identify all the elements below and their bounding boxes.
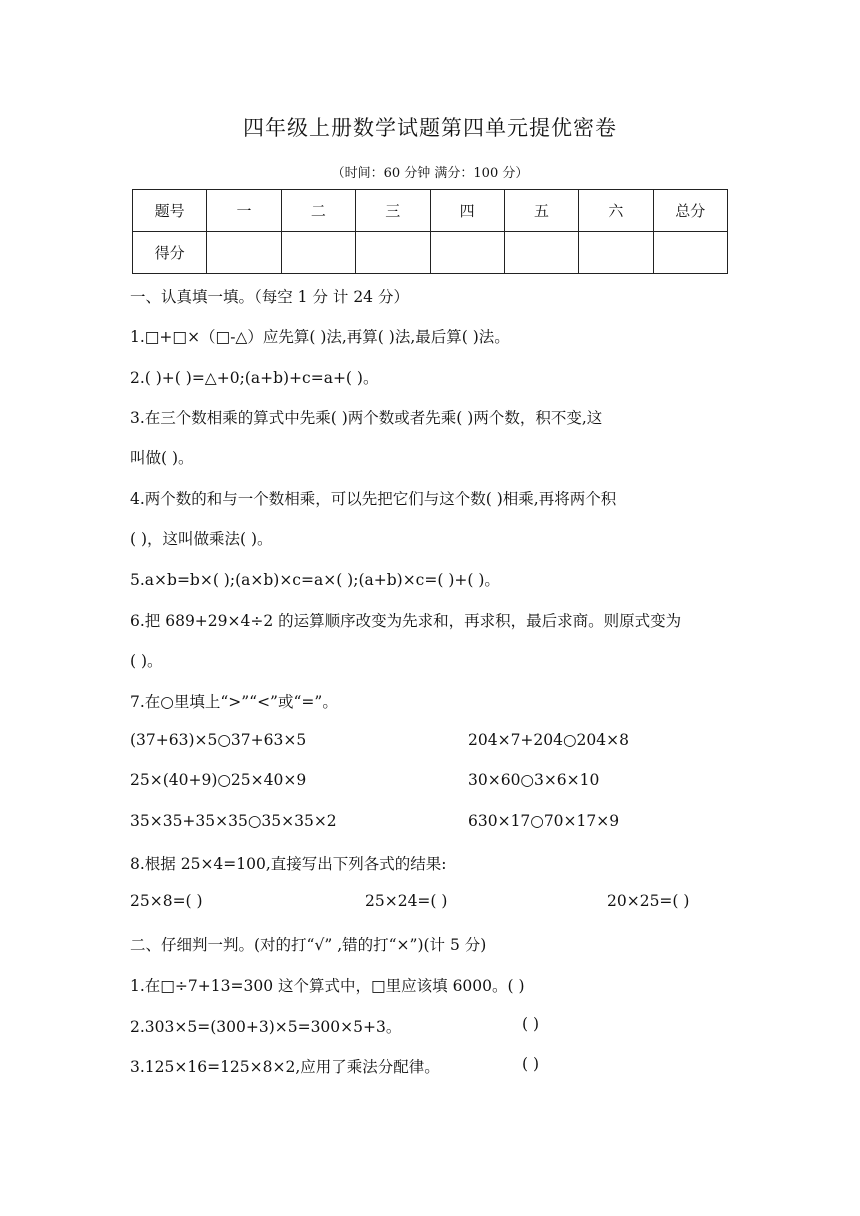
score-cell[interactable] (207, 232, 281, 274)
header-cell: 题号 (133, 190, 207, 232)
comparison-item: 630×17○70×17×9 (468, 812, 620, 830)
comparison-item: 204×7+204○204×8 (468, 731, 629, 749)
question-4-line1: 4.两个数的和与一个数相乘，可以先把它们与这个数( )相乘,再将两个积 (130, 490, 617, 508)
calc-item: 25×24=( ) (365, 892, 448, 910)
header-cell: 二 (281, 190, 355, 232)
question-6-line1: 6.把 689+29×4÷2 的运算顺序改变为先求和，再求积，最后求商。则原式变为 (130, 612, 682, 630)
score-cell[interactable] (430, 232, 504, 274)
question-3-line1: 3.在三个数相乘的算式中先乘( )两个数或者先乘( )两个数，积不变,这 (130, 409, 603, 427)
question-5: 5.a×b=b×( );(a×b)×c=a×( );(a+b)×c=( )+( )。 (130, 571, 500, 589)
question-2: 2.( )+( )=△+0;(a+b)+c=a+( )。 (130, 369, 379, 387)
calc-item: 20×25=( ) (607, 892, 690, 910)
header-cell: 三 (356, 190, 430, 232)
score-cell[interactable] (653, 232, 727, 274)
comparison-item: 30×60○3×6×10 (468, 771, 600, 789)
score-table-score-row (133, 232, 728, 274)
judge-question-1: 1.在□÷7+13=300 这个算式中，□里应该填 6000。( ) (130, 977, 525, 995)
page-title: 四年级上册数学试题第四单元提优密卷 (243, 116, 617, 140)
judge-question-3: 3.125×16=125×8×2,应用了乘法分配律。 (130, 1058, 440, 1076)
header-cell: 一 (207, 190, 281, 232)
question-3-line2: 叫做( )。 (130, 449, 194, 467)
calc-item: 25×8=( ) (130, 892, 203, 910)
section1-heading: 一、认真填一填。（每空 1 分 计 24 分） (130, 288, 409, 306)
header-cell: 五 (504, 190, 578, 232)
answer-paren: ( ) (522, 1015, 540, 1033)
question-4-line2: ( )，这叫做乘法( )。 (130, 530, 273, 548)
score-row-label: 得分 (133, 232, 207, 274)
exam-info: （时间：60 分钟 满分：100 分） (331, 166, 529, 181)
header-cell: 六 (579, 190, 653, 232)
comparison-item: 25×(40+9)○25×40×9 (130, 771, 307, 789)
question-7: 7.在○里填上“>”“<”或“=”。 (130, 693, 338, 711)
score-cell[interactable] (579, 232, 653, 274)
question-1: 1.□+□×（□-△）应先算( )法,再算( )法,最后算( )法。 (130, 328, 510, 346)
comparison-item: (37+63)×5○37+63×5 (130, 731, 307, 749)
score-cell[interactable] (281, 232, 355, 274)
comparison-item: 35×35+35×35○35×35×2 (130, 812, 337, 830)
question-6-line2: ( )。 (130, 652, 163, 670)
judge-question-2: 2.303×5=(300+3)×5=300×5+3。 (130, 1018, 402, 1036)
question-8: 8.根据 25×4=100,直接写出下列各式的结果: (130, 855, 447, 873)
score-table-header-row (133, 190, 728, 232)
score-table (132, 189, 728, 274)
header-cell: 四 (430, 190, 504, 232)
section2-heading: 二、仔细判一判。(对的打“√” ,错的打“×”)(计 5 分) (130, 936, 487, 954)
score-cell[interactable] (504, 232, 578, 274)
score-cell[interactable] (356, 232, 430, 274)
header-cell: 总分 (653, 190, 727, 232)
answer-paren: ( ) (522, 1055, 540, 1073)
